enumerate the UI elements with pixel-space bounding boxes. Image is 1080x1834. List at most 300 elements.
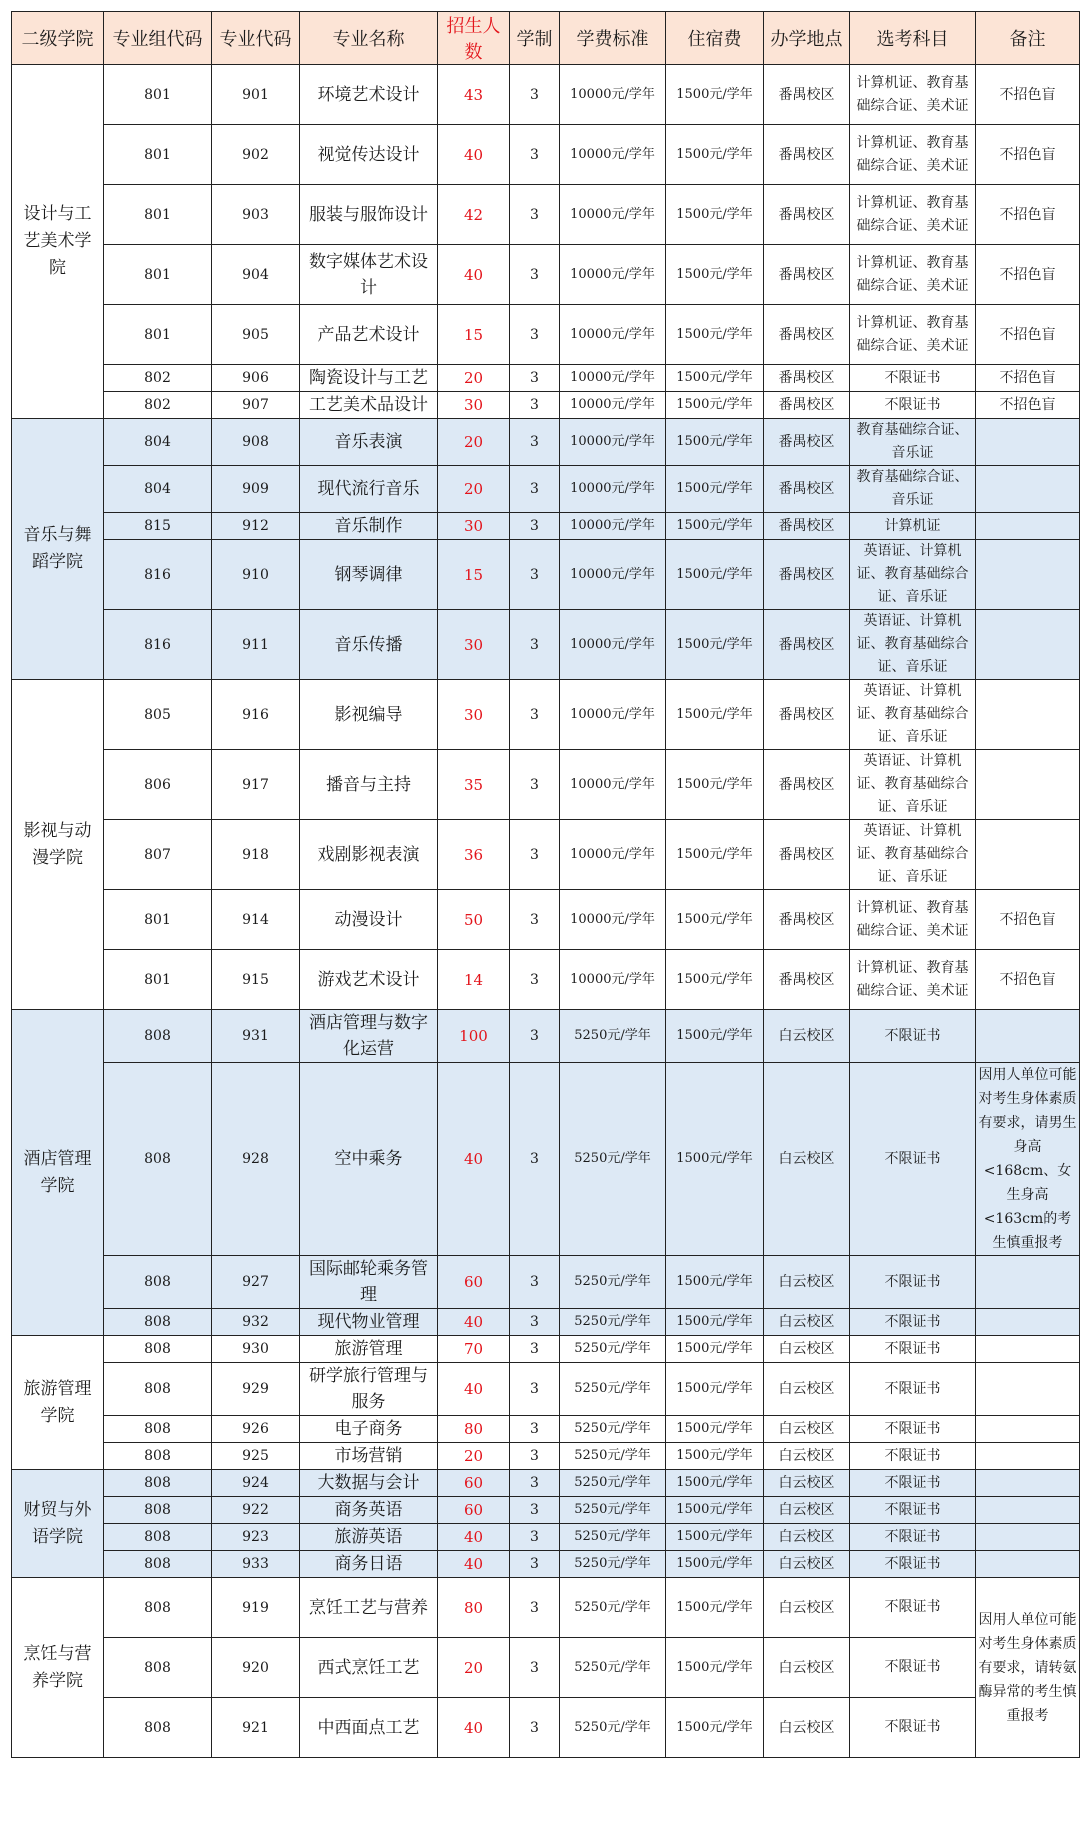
major-code-cell: 910 — [212, 540, 300, 610]
duration-cell: 3 — [510, 1363, 560, 1416]
enrollment-cell: 50 — [438, 890, 510, 950]
subjects-cell: 不限证书 — [850, 1416, 976, 1443]
table-row — [12, 540, 1080, 610]
tuition-cell: 5250元/学年 — [560, 1363, 666, 1416]
campus-cell: 番禺校区 — [764, 466, 850, 513]
dorm-fee-cell: 1500元/学年 — [666, 65, 764, 125]
table-row — [12, 1309, 1080, 1336]
tuition-cell: 10000元/学年 — [560, 610, 666, 680]
major-code-cell: 921 — [212, 1698, 300, 1758]
campus-cell: 番禺校区 — [764, 820, 850, 890]
campus-cell: 白云校区 — [764, 1363, 850, 1416]
major-code-cell: 927 — [212, 1256, 300, 1309]
duration-cell: 3 — [510, 305, 560, 365]
table-row — [12, 680, 1080, 750]
group-code-cell: 802 — [104, 392, 212, 419]
major-name-cell: 视觉传达设计 — [300, 125, 438, 185]
enrollment-cell: 30 — [438, 513, 510, 540]
group-code-cell: 806 — [104, 750, 212, 820]
campus-cell: 白云校区 — [764, 1497, 850, 1524]
subjects-cell: 计算机证、教育基础综合证、美术证 — [850, 125, 976, 185]
campus-cell: 白云校区 — [764, 1524, 850, 1551]
enrollment-cell: 80 — [438, 1578, 510, 1638]
subjects-cell: 英语证、计算机证、教育基础综合证、音乐证 — [850, 680, 976, 750]
major-code-cell: 918 — [212, 820, 300, 890]
tuition-cell: 10000元/学年 — [560, 245, 666, 305]
tuition-cell: 10000元/学年 — [560, 305, 666, 365]
table-row — [12, 950, 1080, 1010]
group-code-cell: 808 — [104, 1416, 212, 1443]
tuition-cell: 5250元/学年 — [560, 1336, 666, 1363]
major-code-cell: 926 — [212, 1416, 300, 1443]
tuition-cell: 5250元/学年 — [560, 1698, 666, 1758]
tuition-cell: 10000元/学年 — [560, 680, 666, 750]
major-name-cell: 音乐制作 — [300, 513, 438, 540]
college-cell: 烹饪与营养学院 — [12, 1578, 104, 1758]
duration-cell: 3 — [510, 750, 560, 820]
notes-cell: 因用人单位可能对考生身体素质有要求，请男生身高<168cm、女生身高<163cm的考生慎重报考 — [976, 1063, 1080, 1256]
group-code-cell: 808 — [104, 1524, 212, 1551]
major-code-cell: 909 — [212, 466, 300, 513]
header-major-name: 专业名称 — [300, 12, 438, 65]
enrollment-cell: 20 — [438, 1638, 510, 1698]
dorm-fee-cell: 1500元/学年 — [666, 1551, 764, 1578]
major-code-cell: 903 — [212, 185, 300, 245]
header-tuition: 学费标准 — [560, 12, 666, 65]
campus-cell: 番禺校区 — [764, 419, 850, 466]
dorm-fee-cell: 1500元/学年 — [666, 1443, 764, 1470]
major-name-cell: 工艺美术品设计 — [300, 392, 438, 419]
major-name-cell: 商务英语 — [300, 1497, 438, 1524]
group-code-cell: 816 — [104, 540, 212, 610]
duration-cell: 3 — [510, 820, 560, 890]
enrollment-cell: 60 — [438, 1497, 510, 1524]
dorm-fee-cell: 1500元/学年 — [666, 365, 764, 392]
table-row — [12, 125, 1080, 185]
dorm-fee-cell: 1500元/学年 — [666, 890, 764, 950]
duration-cell: 3 — [510, 680, 560, 750]
group-code-cell: 808 — [104, 1256, 212, 1309]
dorm-fee-cell: 1500元/学年 — [666, 466, 764, 513]
duration-cell: 3 — [510, 1524, 560, 1551]
campus-cell: 白云校区 — [764, 1551, 850, 1578]
notes-cell — [976, 1363, 1080, 1416]
major-code-cell: 915 — [212, 950, 300, 1010]
subjects-cell: 不限证书 — [850, 1497, 976, 1524]
header-major-code: 专业代码 — [212, 12, 300, 65]
major-name-cell: 现代流行音乐 — [300, 466, 438, 513]
group-code-cell: 808 — [104, 1063, 212, 1256]
duration-cell: 3 — [510, 245, 560, 305]
major-name-cell: 陶瓷设计与工艺 — [300, 365, 438, 392]
table-row — [12, 890, 1080, 950]
group-code-cell: 808 — [104, 1497, 212, 1524]
major-code-cell: 905 — [212, 305, 300, 365]
major-code-cell: 930 — [212, 1336, 300, 1363]
major-code-cell: 919 — [212, 1578, 300, 1638]
enrollment-cell: 35 — [438, 750, 510, 820]
enrollment-cell: 43 — [438, 65, 510, 125]
notes-cell: 不招色盲 — [976, 950, 1080, 1010]
enrollment-cell: 42 — [438, 185, 510, 245]
subjects-cell: 不限证书 — [850, 365, 976, 392]
campus-cell: 番禺校区 — [764, 513, 850, 540]
duration-cell: 3 — [510, 1256, 560, 1309]
enrollment-cell: 60 — [438, 1256, 510, 1309]
duration-cell: 3 — [510, 419, 560, 466]
tuition-cell: 5250元/学年 — [560, 1063, 666, 1256]
header-group-code: 专业组代码 — [104, 12, 212, 65]
notes-cell — [976, 1524, 1080, 1551]
college-cell: 影视与动漫学院 — [12, 680, 104, 1010]
campus-cell: 番禺校区 — [764, 125, 850, 185]
major-code-cell: 929 — [212, 1363, 300, 1416]
duration-cell: 3 — [510, 1470, 560, 1497]
dorm-fee-cell: 1500元/学年 — [666, 1010, 764, 1063]
subjects-cell: 不限证书 — [850, 1524, 976, 1551]
major-code-cell: 908 — [212, 419, 300, 466]
major-name-cell: 旅游英语 — [300, 1524, 438, 1551]
campus-cell: 番禺校区 — [764, 540, 850, 610]
enrollment-cell: 20 — [438, 365, 510, 392]
major-name-cell: 空中乘务 — [300, 1063, 438, 1256]
duration-cell: 3 — [510, 365, 560, 392]
major-name-cell: 服装与服饰设计 — [300, 185, 438, 245]
notes-cell: 不招色盲 — [976, 185, 1080, 245]
enrollment-cell: 40 — [438, 1698, 510, 1758]
dorm-fee-cell: 1500元/学年 — [666, 245, 764, 305]
enrollment-cell: 15 — [438, 305, 510, 365]
enrollment-cell: 40 — [438, 245, 510, 305]
subjects-cell: 不限证书 — [850, 1256, 976, 1309]
enrollment-cell: 70 — [438, 1336, 510, 1363]
table-row — [12, 1578, 1080, 1638]
duration-cell: 3 — [510, 1309, 560, 1336]
tuition-cell: 10000元/学年 — [560, 540, 666, 610]
enrollment-cell: 40 — [438, 125, 510, 185]
header-campus: 办学地点 — [764, 12, 850, 65]
group-code-cell: 807 — [104, 820, 212, 890]
duration-cell: 3 — [510, 185, 560, 245]
notes-cell — [976, 1551, 1080, 1578]
major-code-cell: 912 — [212, 513, 300, 540]
subjects-cell: 不限证书 — [850, 392, 976, 419]
notes-cell — [976, 1010, 1080, 1063]
tuition-cell: 5250元/学年 — [560, 1443, 666, 1470]
subjects-cell: 不限证书 — [850, 1363, 976, 1416]
tuition-cell: 5250元/学年 — [560, 1470, 666, 1497]
notes-cell — [976, 1443, 1080, 1470]
duration-cell: 3 — [510, 1336, 560, 1363]
campus-cell: 番禺校区 — [764, 392, 850, 419]
major-code-cell: 923 — [212, 1524, 300, 1551]
dorm-fee-cell: 1500元/学年 — [666, 419, 764, 466]
header-dorm-fee: 住宿费 — [666, 12, 764, 65]
dorm-fee-cell: 1500元/学年 — [666, 305, 764, 365]
major-code-cell: 933 — [212, 1551, 300, 1578]
table-row — [12, 419, 1080, 466]
college-cell: 酒店管理学院 — [12, 1010, 104, 1336]
group-code-cell: 808 — [104, 1010, 212, 1063]
group-code-cell: 808 — [104, 1551, 212, 1578]
tuition-cell: 10000元/学年 — [560, 820, 666, 890]
subjects-cell: 计算机证 — [850, 513, 976, 540]
subjects-cell: 计算机证、教育基础综合证、美术证 — [850, 950, 976, 1010]
table-row — [12, 65, 1080, 125]
subjects-cell: 不限证书 — [850, 1063, 976, 1256]
table-row — [12, 1336, 1080, 1363]
group-code-cell: 801 — [104, 185, 212, 245]
table-row — [12, 1063, 1080, 1256]
duration-cell: 3 — [510, 1416, 560, 1443]
campus-cell: 番禺校区 — [764, 890, 850, 950]
major-code-cell: 925 — [212, 1443, 300, 1470]
campus-cell: 番禺校区 — [764, 950, 850, 1010]
major-name-cell: 国际邮轮乘务管理 — [300, 1256, 438, 1309]
subjects-cell: 计算机证、教育基础综合证、美术证 — [850, 65, 976, 125]
subjects-cell: 英语证、计算机证、教育基础综合证、音乐证 — [850, 820, 976, 890]
tuition-cell: 10000元/学年 — [560, 950, 666, 1010]
major-name-cell: 音乐表演 — [300, 419, 438, 466]
dorm-fee-cell: 1500元/学年 — [666, 392, 764, 419]
table-row — [12, 185, 1080, 245]
header-duration: 学制 — [510, 12, 560, 65]
tuition-cell: 5250元/学年 — [560, 1578, 666, 1638]
tuition-cell: 10000元/学年 — [560, 392, 666, 419]
dorm-fee-cell: 1500元/学年 — [666, 1497, 764, 1524]
group-code-cell: 802 — [104, 365, 212, 392]
dorm-fee-cell: 1500元/学年 — [666, 1470, 764, 1497]
enrollment-cell: 40 — [438, 1524, 510, 1551]
campus-cell: 番禺校区 — [764, 65, 850, 125]
dorm-fee-cell: 1500元/学年 — [666, 1336, 764, 1363]
enrollment-cell: 40 — [438, 1063, 510, 1256]
table-row — [12, 1470, 1080, 1497]
duration-cell: 3 — [510, 466, 560, 513]
notes-cell — [976, 419, 1080, 466]
campus-cell: 白云校区 — [764, 1578, 850, 1638]
notes-cell — [976, 610, 1080, 680]
dorm-fee-cell: 1500元/学年 — [666, 513, 764, 540]
subjects-cell: 计算机证、教育基础综合证、美术证 — [850, 890, 976, 950]
major-name-cell: 烹饪工艺与营养 — [300, 1578, 438, 1638]
notes-cell — [976, 1470, 1080, 1497]
major-code-cell: 916 — [212, 680, 300, 750]
tuition-cell: 5250元/学年 — [560, 1416, 666, 1443]
enrollment-cell: 30 — [438, 392, 510, 419]
tuition-cell: 5250元/学年 — [560, 1638, 666, 1698]
duration-cell: 3 — [510, 125, 560, 185]
table-row — [12, 820, 1080, 890]
table-row — [12, 750, 1080, 820]
group-code-cell: 801 — [104, 305, 212, 365]
dorm-fee-cell: 1500元/学年 — [666, 1063, 764, 1256]
duration-cell: 3 — [510, 1698, 560, 1758]
notes-cell: 不招色盲 — [976, 392, 1080, 419]
dorm-fee-cell: 1500元/学年 — [666, 1309, 764, 1336]
major-code-cell: 911 — [212, 610, 300, 680]
header-enrollment: 招生人数 — [438, 12, 510, 65]
notes-cell — [976, 1256, 1080, 1309]
table-row — [12, 1010, 1080, 1063]
group-code-cell: 808 — [104, 1698, 212, 1758]
notes-cell — [976, 1497, 1080, 1524]
major-code-cell: 924 — [212, 1470, 300, 1497]
major-name-cell: 游戏艺术设计 — [300, 950, 438, 1010]
campus-cell: 白云校区 — [764, 1309, 850, 1336]
major-name-cell: 影视编导 — [300, 680, 438, 750]
campus-cell: 白云校区 — [764, 1063, 850, 1256]
campus-cell: 白云校区 — [764, 1336, 850, 1363]
campus-cell: 白云校区 — [764, 1443, 850, 1470]
table-row — [12, 1416, 1080, 1443]
subjects-cell: 不限证书 — [850, 1551, 976, 1578]
tuition-cell: 10000元/学年 — [560, 65, 666, 125]
duration-cell: 3 — [510, 890, 560, 950]
enrollment-cell: 60 — [438, 1470, 510, 1497]
campus-cell: 白云校区 — [764, 1256, 850, 1309]
tuition-cell: 10000元/学年 — [560, 125, 666, 185]
dorm-fee-cell: 1500元/学年 — [666, 1256, 764, 1309]
duration-cell: 3 — [510, 65, 560, 125]
college-cell: 财贸与外语学院 — [12, 1470, 104, 1578]
major-code-cell: 922 — [212, 1497, 300, 1524]
notes-cell — [976, 466, 1080, 513]
tuition-cell: 10000元/学年 — [560, 513, 666, 540]
table-row — [12, 610, 1080, 680]
notes-cell — [976, 680, 1080, 750]
header-subjects: 选考科目 — [850, 12, 976, 65]
major-code-cell: 906 — [212, 365, 300, 392]
duration-cell: 3 — [510, 950, 560, 1010]
dorm-fee-cell: 1500元/学年 — [666, 1416, 764, 1443]
group-code-cell: 805 — [104, 680, 212, 750]
tuition-cell: 10000元/学年 — [560, 185, 666, 245]
notes-cell — [976, 1416, 1080, 1443]
table-row — [12, 1638, 1080, 1698]
dorm-fee-cell: 1500元/学年 — [666, 1578, 764, 1638]
major-name-cell: 钢琴调律 — [300, 540, 438, 610]
enrollment-cell: 20 — [438, 1443, 510, 1470]
major-name-cell: 音乐传播 — [300, 610, 438, 680]
tuition-cell: 5250元/学年 — [560, 1256, 666, 1309]
major-code-cell: 907 — [212, 392, 300, 419]
major-code-cell: 931 — [212, 1010, 300, 1063]
dorm-fee-cell: 1500元/学年 — [666, 750, 764, 820]
dorm-fee-cell: 1500元/学年 — [666, 610, 764, 680]
college-cell: 旅游管理学院 — [12, 1336, 104, 1470]
duration-cell: 3 — [510, 1497, 560, 1524]
major-name-cell: 旅游管理 — [300, 1336, 438, 1363]
table-row — [12, 1443, 1080, 1470]
major-name-cell: 西式烹饪工艺 — [300, 1638, 438, 1698]
major-name-cell: 数字媒体艺术设计 — [300, 245, 438, 305]
major-name-cell: 戏剧影视表演 — [300, 820, 438, 890]
duration-cell: 3 — [510, 1443, 560, 1470]
major-code-cell: 932 — [212, 1309, 300, 1336]
group-code-cell: 801 — [104, 245, 212, 305]
group-code-cell: 801 — [104, 65, 212, 125]
campus-cell: 白云校区 — [764, 1638, 850, 1698]
group-code-cell: 801 — [104, 890, 212, 950]
group-code-cell: 808 — [104, 1578, 212, 1638]
group-code-cell: 808 — [104, 1336, 212, 1363]
group-code-cell: 816 — [104, 610, 212, 680]
campus-cell: 白云校区 — [764, 1416, 850, 1443]
notes-cell — [976, 513, 1080, 540]
major-code-cell: 914 — [212, 890, 300, 950]
table-row — [12, 392, 1080, 419]
major-name-cell: 市场营销 — [300, 1443, 438, 1470]
dorm-fee-cell: 1500元/学年 — [666, 1698, 764, 1758]
tuition-cell: 5250元/学年 — [560, 1524, 666, 1551]
duration-cell: 3 — [510, 1551, 560, 1578]
campus-cell: 番禺校区 — [764, 365, 850, 392]
group-code-cell: 804 — [104, 466, 212, 513]
major-name-cell: 电子商务 — [300, 1416, 438, 1443]
tuition-cell: 10000元/学年 — [560, 365, 666, 392]
enrollment-cell: 40 — [438, 1551, 510, 1578]
notes-cell — [976, 750, 1080, 820]
table-row — [12, 245, 1080, 305]
subjects-cell: 计算机证、教育基础综合证、美术证 — [850, 245, 976, 305]
header-notes: 备注 — [976, 12, 1080, 65]
duration-cell: 3 — [510, 610, 560, 680]
subjects-cell: 不限证书 — [850, 1470, 976, 1497]
enrollment-cell: 30 — [438, 610, 510, 680]
dorm-fee-cell: 1500元/学年 — [666, 540, 764, 610]
notes-cell: 不招色盲 — [976, 305, 1080, 365]
major-name-cell: 中西面点工艺 — [300, 1698, 438, 1758]
major-name-cell: 播音与主持 — [300, 750, 438, 820]
college-cell: 音乐与舞蹈学院 — [12, 419, 104, 680]
major-code-cell: 920 — [212, 1638, 300, 1698]
table-row — [12, 1551, 1080, 1578]
major-name-cell: 酒店管理与数字化运营 — [300, 1010, 438, 1063]
enrollment-cell: 30 — [438, 680, 510, 750]
notes-cell — [976, 1336, 1080, 1363]
tuition-cell: 10000元/学年 — [560, 419, 666, 466]
duration-cell: 3 — [510, 1010, 560, 1063]
dorm-fee-cell: 1500元/学年 — [666, 950, 764, 1010]
tuition-cell: 5250元/学年 — [560, 1010, 666, 1063]
subjects-cell: 不限证书 — [850, 1309, 976, 1336]
notes-cell: 不招色盲 — [976, 890, 1080, 950]
tuition-cell: 10000元/学年 — [560, 466, 666, 513]
notes-cell: 不招色盲 — [976, 245, 1080, 305]
subjects-cell: 教育基础综合证、音乐证 — [850, 466, 976, 513]
major-name-cell: 产品艺术设计 — [300, 305, 438, 365]
notes-cell — [976, 540, 1080, 610]
subjects-cell: 英语证、计算机证、教育基础综合证、音乐证 — [850, 540, 976, 610]
major-name-cell: 环境艺术设计 — [300, 65, 438, 125]
subjects-cell: 英语证、计算机证、教育基础综合证、音乐证 — [850, 610, 976, 680]
notes-cell — [976, 820, 1080, 890]
duration-cell: 3 — [510, 1638, 560, 1698]
enrollment-cell: 40 — [438, 1309, 510, 1336]
table-row — [12, 466, 1080, 513]
group-code-cell: 808 — [104, 1470, 212, 1497]
table-row — [12, 1363, 1080, 1416]
subjects-cell: 不限证书 — [850, 1443, 976, 1470]
group-code-cell: 808 — [104, 1309, 212, 1336]
major-name-cell: 动漫设计 — [300, 890, 438, 950]
enrollment-cell: 20 — [438, 466, 510, 513]
notes-cell: 不招色盲 — [976, 365, 1080, 392]
tuition-cell: 10000元/学年 — [560, 890, 666, 950]
table-row — [12, 1524, 1080, 1551]
table-row — [12, 1497, 1080, 1524]
